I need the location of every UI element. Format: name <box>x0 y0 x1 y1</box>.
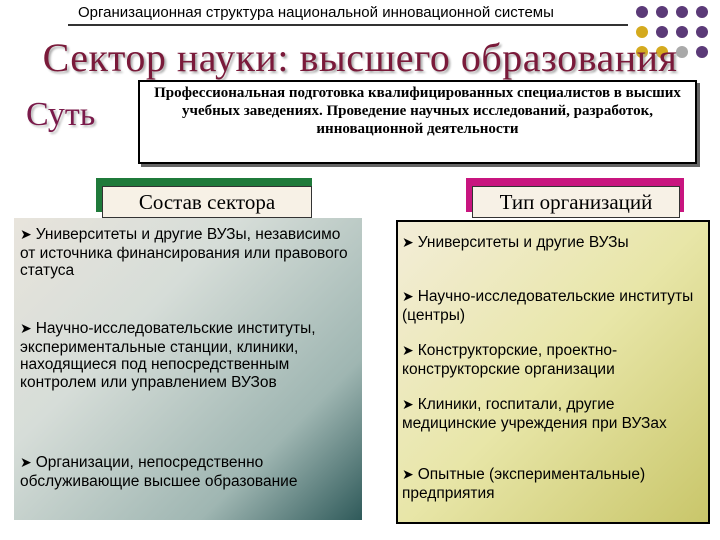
header-divider <box>68 24 628 26</box>
list-item <box>20 454 356 490</box>
arrow-bullet-icon: ➤ <box>402 289 414 305</box>
left-panel <box>14 218 362 520</box>
right-panel <box>396 220 710 524</box>
essence-label: Суть <box>26 96 96 133</box>
list-item <box>402 342 702 378</box>
essence-box <box>138 80 697 164</box>
dot-icon <box>636 6 648 18</box>
left-item-text: Научно-исследовательские институты, экспериментальные станции, клиники, находящиеся под непосредственным контролем или управлением ВУЗов <box>20 320 316 391</box>
list-item <box>20 320 356 391</box>
left-item-text: Университеты и другие ВУЗы, независимо от источника финансирования или правового статуса <box>20 226 348 279</box>
right-heading-box <box>466 178 688 222</box>
list-item <box>402 466 702 502</box>
essence-text: Профессиональная подготовка квалифицированных специалистов в высших учебных заведениях. Проведение научных исследований, разработок, инновационной деятельности <box>154 85 681 137</box>
arrow-bullet-icon: ➤ <box>402 235 414 251</box>
header-title: Организационная структура национальной инновационной системы <box>78 4 554 21</box>
arrow-bullet-icon: ➤ <box>402 343 414 359</box>
dot-icon <box>656 6 668 18</box>
arrow-bullet-icon: ➤ <box>20 321 32 337</box>
list-item <box>402 396 702 432</box>
right-item-text: Научно-исследовательские институты (центры) <box>402 288 694 324</box>
right-item-text: Университеты и другие ВУЗы <box>417 234 629 251</box>
right-item-text: Клиники, госпитали, другие медицинские учреждения при ВУЗах <box>402 396 667 432</box>
left-heading-box <box>96 178 318 222</box>
right-item-text: Опытные (экспериментальные) предприятия <box>402 466 646 502</box>
dot-icon <box>676 6 688 18</box>
left-heading: Состав сектора <box>102 186 312 218</box>
right-item-text: Конструкторские, проектно-конструкторские организации <box>402 342 618 378</box>
arrow-bullet-icon: ➤ <box>20 227 32 243</box>
right-heading: Тип организаций <box>472 186 680 218</box>
dot-icon <box>696 6 708 18</box>
slide-title: Сектор науки: высшего образования <box>42 35 678 80</box>
arrow-bullet-icon: ➤ <box>20 455 32 471</box>
top-header <box>0 0 720 24</box>
list-item <box>20 226 356 280</box>
list-item <box>402 234 702 253</box>
list-item <box>402 288 702 324</box>
arrow-bullet-icon: ➤ <box>402 397 414 413</box>
arrow-bullet-icon: ➤ <box>402 467 414 483</box>
left-item-text: Организации, непосредственно обслуживающие высшее образование <box>20 454 298 490</box>
